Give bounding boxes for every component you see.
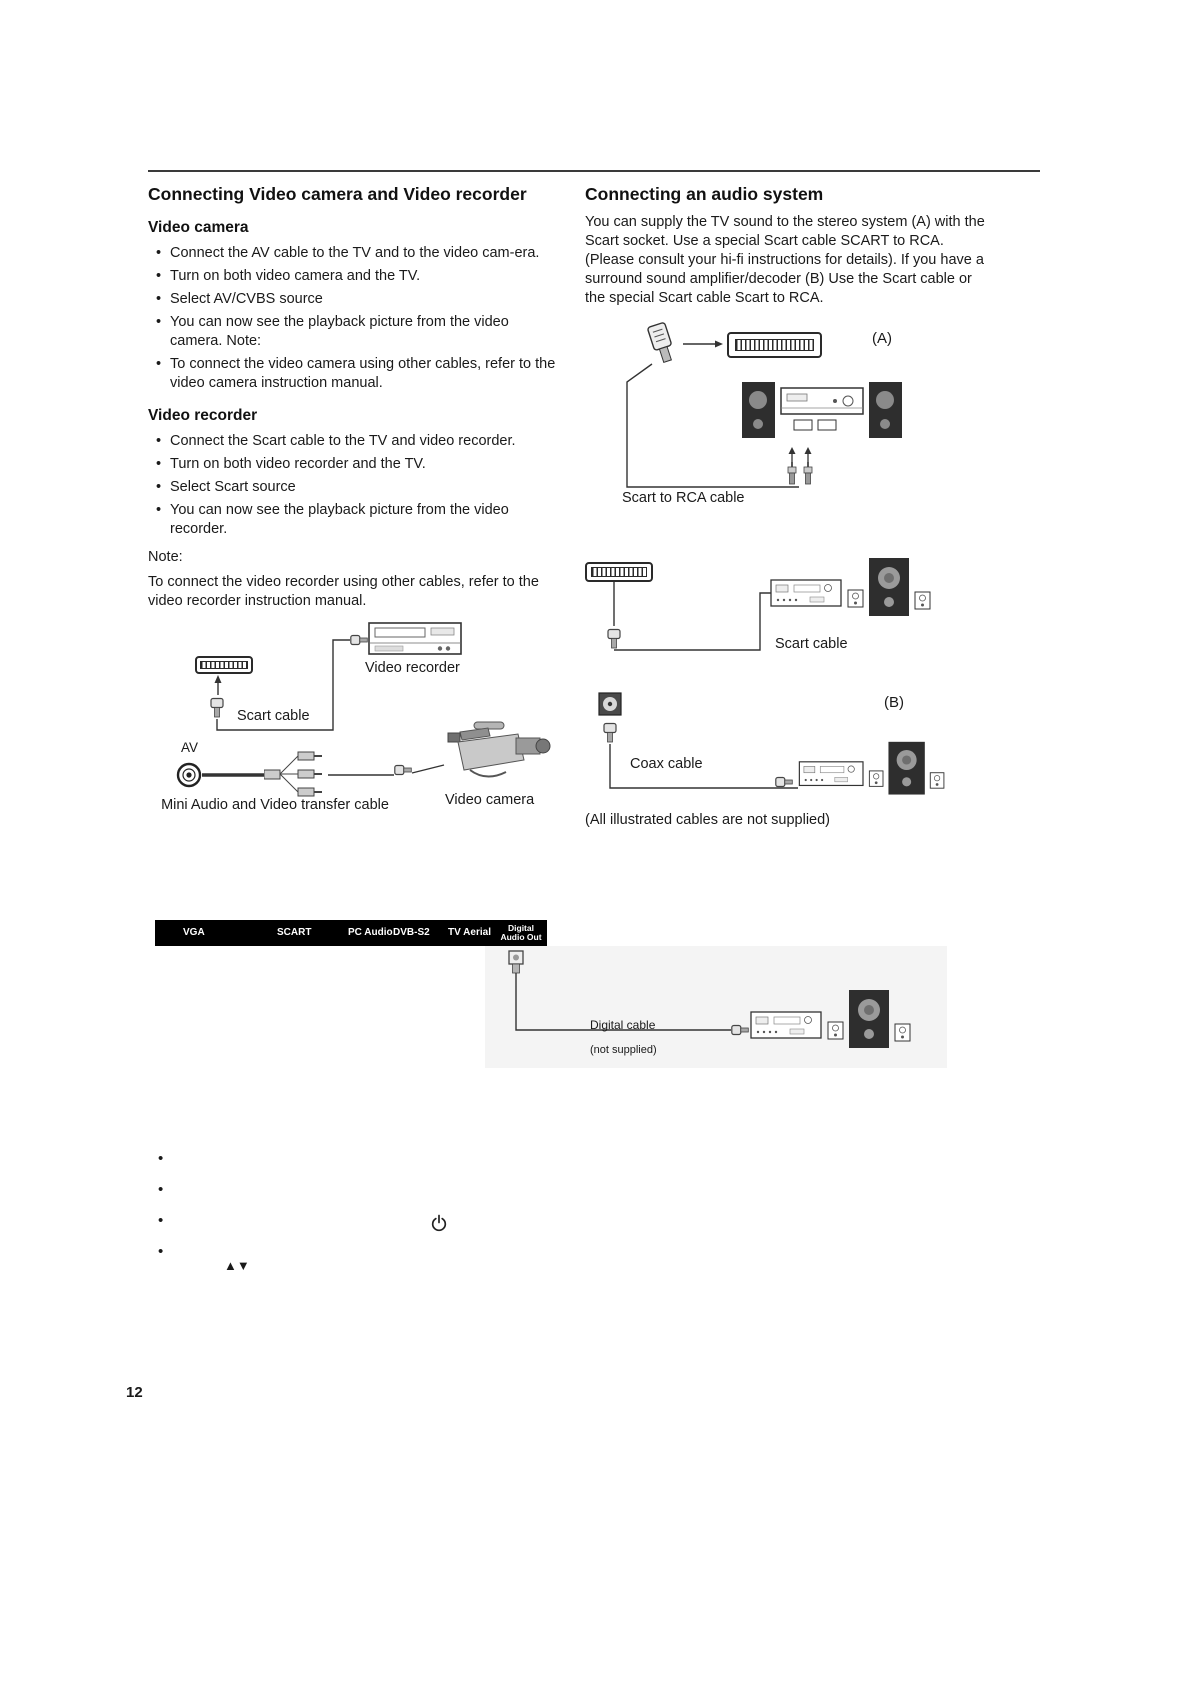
video-camera-bullet-list [148,244,562,393]
bullet-item: • You can now see the playback picture from the video recorder. [170,501,562,539]
cable-plug-icon [731,1024,749,1036]
bullet-item: • You can now see the playback picture from the video camera. Note: [170,313,562,351]
stereo-system-illustration [742,374,902,446]
video-recorder-illustration [368,618,463,660]
video-camera-subheading: Video camera [148,219,249,236]
video-recorder-subheading: Video recorder [148,407,258,424]
top-rule [148,170,1040,172]
av-label: AV [181,740,199,755]
video-recorder-label: Video recorder [365,660,460,676]
tv-rear-panel-bar [155,920,547,946]
note-label: Note: [148,549,183,565]
audio-system-intro: You can supply the TV sound to the stereo system (A) with the Scart socket. Use a special Scart cable SCART to RCA. (Please consult your hi-fi instructions for details). If you have a surround sound amplifier/decoder (B) Use the Scart cable or the special Scart cable Scart to RCA. [585,214,985,306]
bullet-item: • Connect the AV cable to the TV and to the video cam-era. [170,244,562,263]
digital-audio-out-port-label: Digital Audio Out [500,923,542,942]
video-recorder-bullet-list [148,432,562,539]
scart-connector-icon [195,656,253,674]
mini-av-cable-label: Mini Audio and Video transfer cable [161,797,389,813]
pc-audio-port-label: PC Audio [348,927,393,938]
dvb-s2-port-label: DVB-S2 [393,927,430,938]
cable-plug-icon [350,634,368,646]
scart-cable-label: Scart cable [237,708,310,724]
receiver-speakers-illustration [750,988,925,1054]
digital-not-supplied-label: (not supplied) [590,1044,657,1056]
tv-aerial-port-label: TV Aerial [448,927,491,938]
scart-plug-icon [605,628,623,650]
scart-pins-icon [200,661,247,669]
bullet-item: • Turn on both video recorder and the TV. [170,455,562,474]
channel-arrows-glyphs: ▲▼ [224,1258,250,1273]
cable-plug-icon [775,776,793,788]
mini-av-cable-icon [264,750,328,800]
power-icon [430,1214,448,1232]
scart-pins-icon [735,339,813,351]
video-camera-label: Video camera [445,792,535,808]
optical-plug-icon [506,950,526,988]
bullet-marker [158,1181,163,1198]
bullet-item: • Turn on both video camera and the TV. [170,267,562,286]
coax-cable-label: Coax cable [630,756,703,772]
scart-to-rca-label: Scart to RCA cable [622,490,745,506]
av-jack-icon [176,762,202,788]
scart-plug-icon [208,697,226,719]
label-a: (A) [872,330,892,347]
scart-plug-icon [645,322,679,366]
receiver-speakers-illustration [798,740,958,800]
bullet-marker [158,1150,163,1167]
scart-cable-label: Scart cable [775,636,848,652]
scart-port-label: SCART [277,927,312,938]
scart-connector-icon [585,562,653,582]
cable-plug-icon [394,764,412,776]
page-number: 12 [126,1384,143,1401]
bullet-item: • Connect the Scart cable to the TV and video recorder. [170,432,562,451]
label-b: (B) [884,694,904,711]
scart-socket-icon [727,332,822,358]
receiver-speakers-illustration [770,556,945,622]
right-column [585,183,987,308]
video-camera-illustration [440,720,552,788]
scart-pins-icon [591,567,647,576]
coax-plug-icon [601,722,619,744]
bullet-item: • Select Scart source [170,478,562,497]
bullet-marker [158,1212,163,1229]
cables-not-supplied-note: (All illustrated cables are not supplied) [585,812,831,828]
bullet-item: • To connect the video camera using other cables, refer to the video camera instruction manual. [170,355,562,393]
note-text: To connect the video recorder using other cables, refer to the video recorder instruction manual. [148,574,539,609]
rca-plugs-icon [781,438,821,486]
right-section-heading: Connecting an audio system [585,184,824,204]
bullet-item: • Select AV/CVBS source [170,290,562,309]
vga-port-label: VGA [183,927,205,938]
bullet-marker [158,1243,163,1260]
digital-cable-label: Digital cable [590,1018,656,1032]
left-column [148,183,562,611]
left-section-heading: Connecting Video camera and Video recorder [148,184,527,204]
coax-socket-icon [598,692,622,716]
